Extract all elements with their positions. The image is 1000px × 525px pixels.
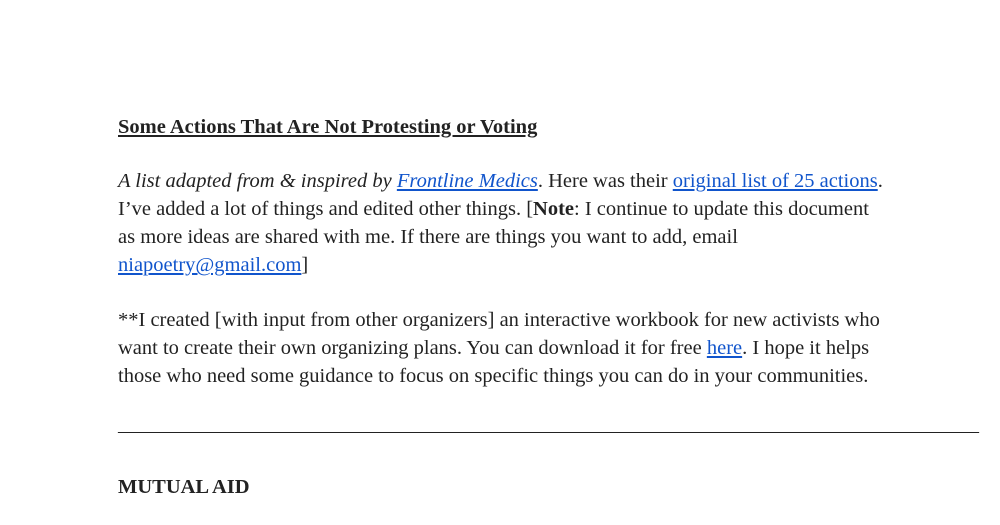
workbook-text-1: **I created [with input from other organizers] an interactive workbook for new activists who want to create their own organizing plans. You can download it for free <box>118 309 880 359</box>
workbook-here-link[interactable]: here <box>706 337 743 359</box>
intro-text-1: . Here was their <box>537 170 673 192</box>
frontline-medics-link[interactable]: Frontline Medics <box>396 170 538 192</box>
workbook-text-2: . I hope it helps those who need some guidance to focus on specific things you can do in your communities. <box>118 337 870 387</box>
intro-italic-lead: A list adapted from & inspired by <box>118 170 397 192</box>
document-body <box>118 112 979 502</box>
intro-paragraph <box>118 167 888 279</box>
email-link[interactable]: niapoetry@gmail.com <box>118 254 302 276</box>
section-divider: —————————————————————————————————————————— <box>118 420 979 442</box>
original-list-link[interactable]: original list of 25 actions <box>672 170 878 192</box>
workbook-paragraph <box>118 306 888 390</box>
document-title: Some Actions That Are Not Protesting or Voting <box>118 116 538 138</box>
note-label: Note <box>533 198 574 220</box>
intro-text-4: ] <box>301 254 309 276</box>
section-heading-mutual-aid: MUTUAL AID <box>118 476 250 498</box>
intro-text-2: . I’ve added a lot of things and edited other things. [ <box>118 170 883 220</box>
intro-text-3: : I continue to update this document as more ideas are shared with me. If there are things you want to add, email <box>118 198 869 248</box>
